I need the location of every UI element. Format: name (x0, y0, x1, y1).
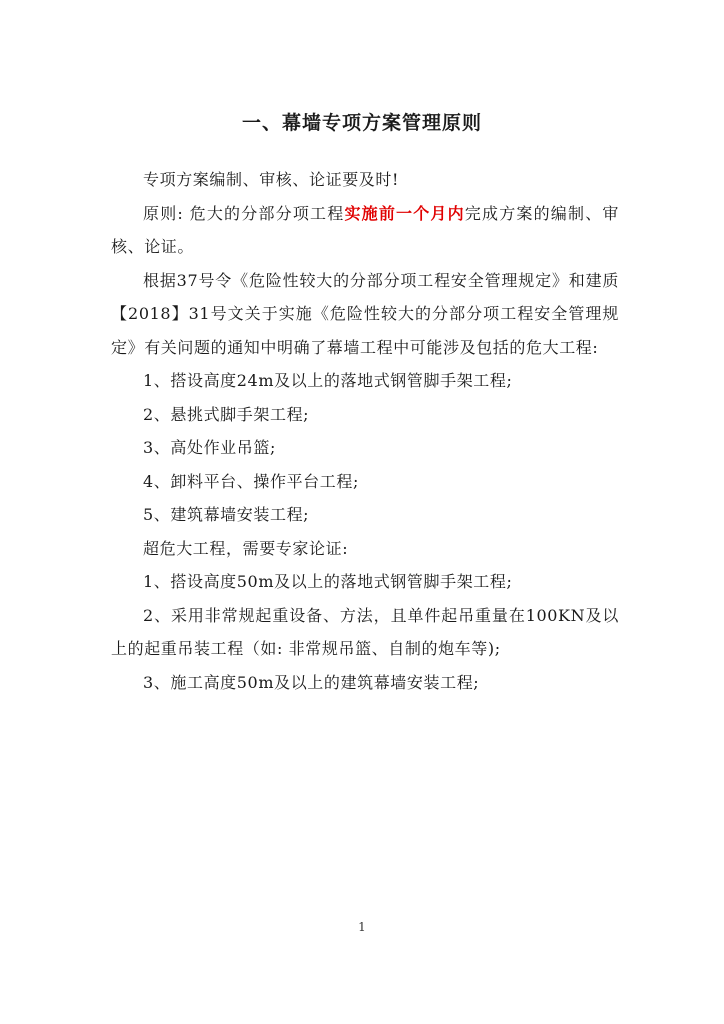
paragraph-timely: 专项方案编制、审核、论证要及时! (143, 170, 400, 189)
highlight-deadline: 实施前一个月内 (344, 203, 465, 223)
list-item: 4、卸料平台、操作平台工程; (143, 471, 359, 491)
principle-text-end: 完成方案的编制、审核、论证。 (111, 203, 620, 256)
paragraph-regulation: 根据37号令《危险性较大的分部分项工程安全管理规定》和建质【2018】31号文关于实施《危险性较大的分部分项工程安全管理规定》有关问题的通知中明确了幕墙工程中可能涉及包括的危大工程: (111, 270, 619, 357)
principle-text-start: 原则: 危大的分部分项工程 (143, 203, 345, 223)
list-item: 2、悬挑式脚手架工程; (143, 404, 310, 424)
paragraph-principle (111, 197, 619, 264)
list-item: 3、高处作业吊篮; (143, 438, 276, 457)
list-item: 5、建筑幕墙安装工程; (143, 505, 310, 524)
list-item: 1、搭设高度24m及以上的落地式钢管脚手架工程; (143, 371, 513, 390)
document-body (111, 163, 619, 699)
paragraph-expert-review: 超危大工程，需要专家论证: (143, 538, 349, 558)
page-title: 一、幕墙专项方案管理原则 (241, 112, 482, 134)
list-item: 1、搭设高度50m及以上的落地式钢管脚手架工程; (143, 572, 513, 591)
list-item: 2、采用非常规起重设备、方法，且单件起吊重量在100KN及以上的起重吊装工程（如: 非常规吊篮、自制的炮车等); (111, 605, 619, 658)
list-item: 3、施工高度50m及以上的建筑幕墙安装工程; (143, 672, 480, 692)
page-number: 1 (358, 920, 366, 934)
